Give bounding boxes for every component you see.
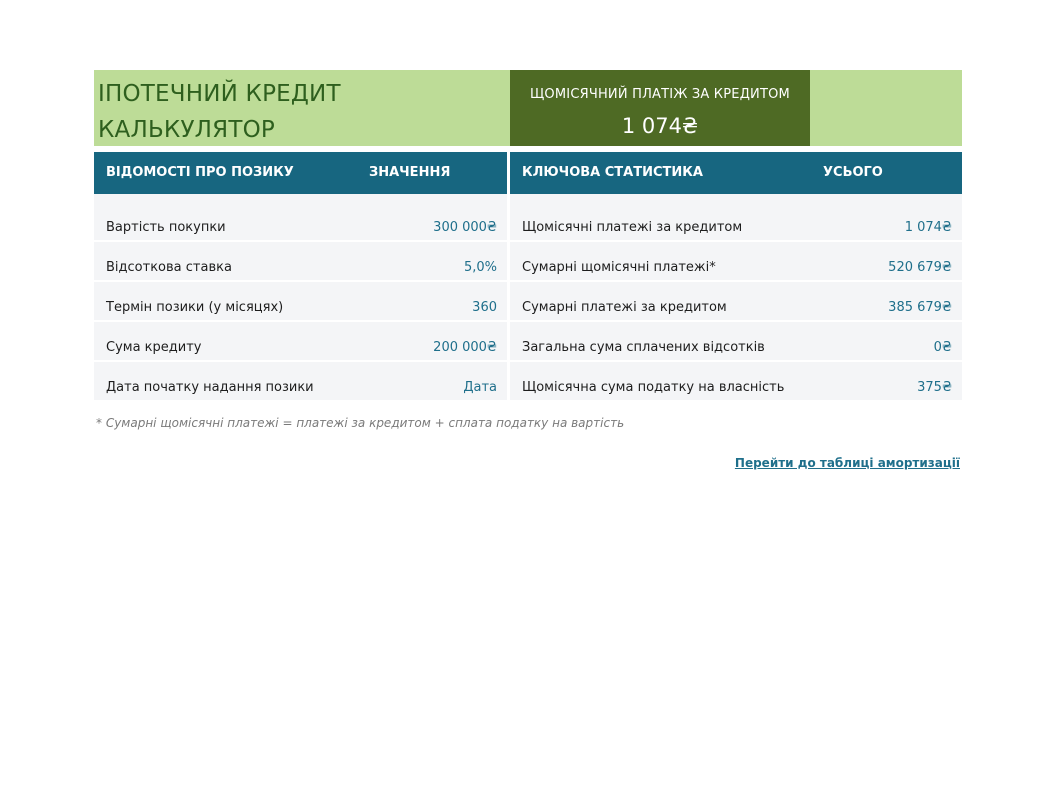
- row-label: Відсоткова ставка: [106, 260, 232, 275]
- key-statistics-header: [510, 152, 962, 194]
- key-statistics-column-label: КЛЮЧОВА СТАТИСТИКА: [522, 165, 703, 180]
- stat-row-total-loan-payments: [510, 282, 962, 322]
- monthly-property-tax-value[interactable]: 375₴: [917, 380, 952, 395]
- interest-rate-input[interactable]: 5,0%: [463, 260, 497, 275]
- amortization-table-link[interactable]: Перейти до таблиці амортизації: [734, 456, 960, 470]
- monthly-payment-label: ЩОМІСЯЧНИЙ ПЛАТІЖ ЗА КРЕДИТОМ: [530, 87, 790, 102]
- row-label: Щомісячна сума податку на власність: [522, 380, 785, 395]
- title-line-2: КАЛЬКУЛЯТОР: [98, 117, 275, 143]
- footnote: * Сумарні щомісячні платежі = платежі за кредитом + сплата податку на вартість: [96, 416, 625, 430]
- stat-row-total-interest-paid: [510, 322, 962, 362]
- row-label: Щомісячні платежі за кредитом: [522, 220, 743, 235]
- loan-details-header: [94, 152, 507, 194]
- monthly-payment-box: [510, 70, 810, 146]
- loan-amount-input[interactable]: 200 000₴: [433, 340, 497, 355]
- loan-details-panel: [94, 152, 507, 402]
- loan-row-interest-rate: [94, 242, 507, 282]
- loan-row-start-date: [94, 362, 507, 402]
- purchase-price-input[interactable]: 300 000₴: [433, 220, 497, 235]
- row-label: Сумарні щомісячні платежі*: [522, 260, 716, 275]
- title-line-1: ІПОТЕЧНИЙ КРЕДИТ: [98, 81, 341, 107]
- header-band: [94, 70, 962, 146]
- loan-row-loan-amount: [94, 322, 507, 362]
- page-title: [98, 76, 341, 148]
- loan-row-purchase-price: [94, 202, 507, 242]
- total-interest-paid-value[interactable]: 0₴: [933, 340, 952, 355]
- row-label: Загальна сума сплачених відсотків: [522, 340, 765, 355]
- total-loan-payments-value[interactable]: 385 679₴: [888, 300, 952, 315]
- loan-details-column-label: ВІДОМОСТІ ПРО ПОЗИКУ: [106, 165, 294, 180]
- row-label: Сума кредиту: [106, 340, 202, 355]
- start-date-input[interactable]: Дата: [463, 380, 497, 395]
- loan-details-rows: [94, 194, 507, 402]
- monthly-loan-payments-value[interactable]: 1 074₴: [904, 220, 952, 235]
- loan-term-input[interactable]: 360: [472, 300, 497, 315]
- total-monthly-payments-value[interactable]: 520 679₴: [888, 260, 952, 275]
- key-statistics-rows: [510, 194, 962, 402]
- row-label: Дата початку надання позики: [106, 380, 314, 395]
- loan-row-term: [94, 282, 507, 322]
- row-label: Термін позики (у місяцях): [106, 300, 284, 315]
- stat-row-monthly-loan-payments: [510, 202, 962, 242]
- row-label: Вартість покупки: [106, 220, 226, 235]
- stat-row-total-monthly-payments: [510, 242, 962, 282]
- row-label: Сумарні платежі за кредитом: [522, 300, 727, 315]
- stat-row-monthly-property-tax: [510, 362, 962, 402]
- key-statistics-panel: [510, 152, 962, 402]
- monthly-payment-value[interactable]: 1 074₴: [621, 114, 699, 138]
- totals-column-label: УСЬОГО: [823, 165, 883, 180]
- loan-values-column-label: ЗНАЧЕННЯ: [369, 165, 451, 180]
